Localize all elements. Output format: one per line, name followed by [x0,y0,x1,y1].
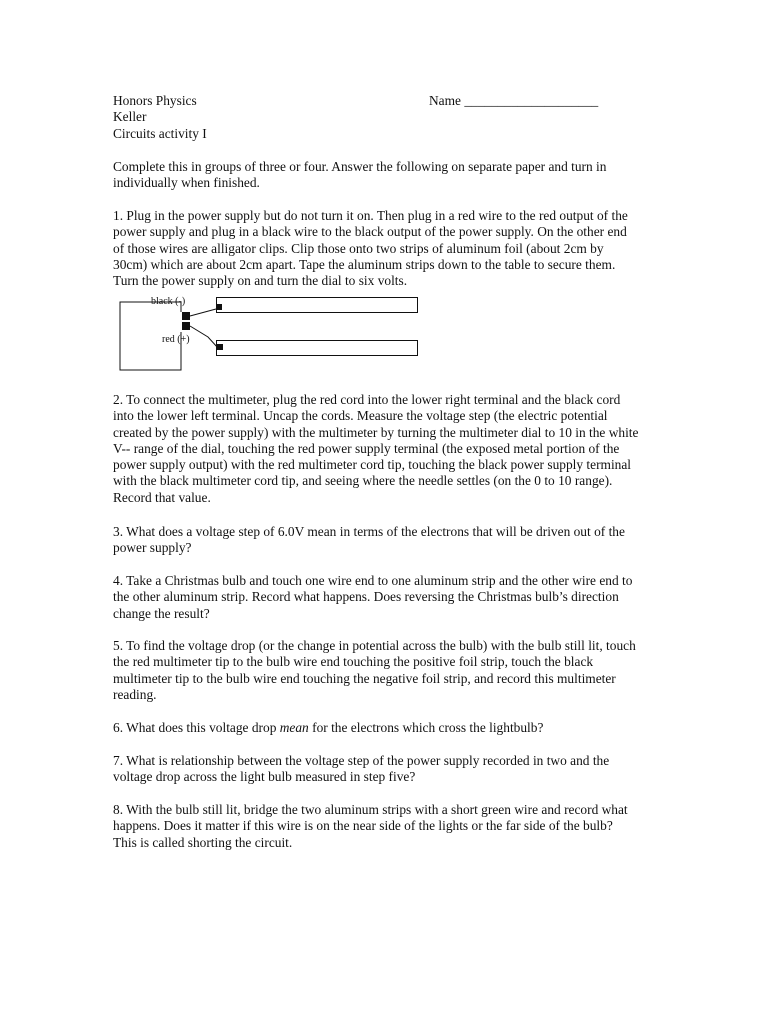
step-line: change the result? [113,605,210,621]
intro-line: individually when finished. [113,175,260,191]
top-clip [216,304,222,310]
red-wire [190,326,218,348]
step-line: 8. With the bulb still lit, bridge the two aluminum strips with a short green wire and record what [113,802,628,817]
bottom-foil-strip [217,341,418,356]
step-line: power supply and plug in a black wire to the black output of the power supply. On the other end [113,224,627,240]
step-line: Record that value. [113,489,211,505]
activity-title: Circuits activity I [113,125,207,141]
intro-paragraph [113,159,658,192]
step-line: 7. What is relationship between the voltage step of the power supply recorded in two and the [113,753,610,768]
step-line: created by the power supply) with the multimeter by turning the multimeter dial to 10 in the white [113,424,639,440]
course-title: Honors Physics [113,93,197,108]
step-6-text-after: for the electrons which cross the lightbulb? [308,720,544,735]
step-line: This is called shorting the circuit. [113,834,293,850]
header-block [113,93,207,142]
step-line: the red multimeter tip to the bulb wire end touching the positive foil strip, touch the black [113,654,594,670]
step-line: the other aluminum strip. Record what happens. Does reversing the Christmas bulb’s direction [113,589,619,605]
step-1 [113,208,658,289]
step-line: voltage drop across the light bulb measured in step five? [113,769,416,785]
step-line: Turn the power supply on and turn the dial to six volts. [113,273,408,289]
step-line: 4. Take a Christmas bulb and touch one wire end to one aluminum strip and the other wire end to [113,573,633,588]
bottom-clip [217,344,223,350]
step-4 [113,573,658,622]
step-line: multimeter tip to the bulb wire end touching the negative foil strip, and record this multimeter [113,670,616,686]
step-line: power supply output) with the red multimeter cord tip, touching the black power supply terminal [113,457,632,473]
step-line: power supply? [113,540,192,556]
top-foil-strip [217,298,418,313]
step-line: happens. Does it matter if this wire is on the near side of the lights or the far side of the bulb? [113,818,613,834]
step-line: reading. [113,686,157,702]
step-line: of those wires are alligator clips. Clip those onto two strips of aluminum foil (about 2cm by [113,240,604,256]
step-3 [113,524,658,557]
red-terminal-label: red (+) [162,334,190,345]
step-line: 30cm) which are about 2cm apart. Tape the aluminum strips down to the table to secure them. [113,256,616,272]
black-wire [190,309,216,316]
step-line: 3. What does a voltage step of 6.0V mean in terms of the electrons that will be driven out of the [113,524,625,539]
teacher-name: Keller [113,109,147,125]
black-terminal [182,312,190,320]
step-6-text-before: 6. What does this voltage drop [113,720,280,735]
step-line: 1. Plug in the power supply but do not turn it on. Then plug in a red wire to the red output of the [113,208,628,223]
name-field: Name ____________________ [429,93,599,108]
step-8 [113,802,658,851]
circuit-diagram [110,292,430,374]
step-line: 5. To find the voltage drop (or the change in potential across the bulb) with the bulb still lit, touch [113,638,636,653]
red-terminal [182,322,190,330]
step-6-emphasis: mean [279,720,309,735]
step-7 [113,753,658,786]
step-6 [113,720,658,736]
step-2 [113,392,658,506]
step-5 [113,638,658,703]
step-line: V-- range of the dial, touching the red power supply terminal (the exposed metal portion of the [113,440,620,456]
step-line: into the lower left terminal. Uncap the cords. Measure the voltage step (the electric potential [113,408,608,424]
step-line: 2. To connect the multimeter, plug the red cord into the lower right terminal and the black cord [113,392,621,407]
black-terminal-label: black (-) [151,296,186,307]
step-line: with the black multimeter cord tip, and seeing where the needle settles (on the 0 to 10 range). [113,473,613,489]
intro-line: Complete this in groups of three or four. Answer the following on separate paper and turn in [113,159,607,174]
step-line [113,720,658,736]
